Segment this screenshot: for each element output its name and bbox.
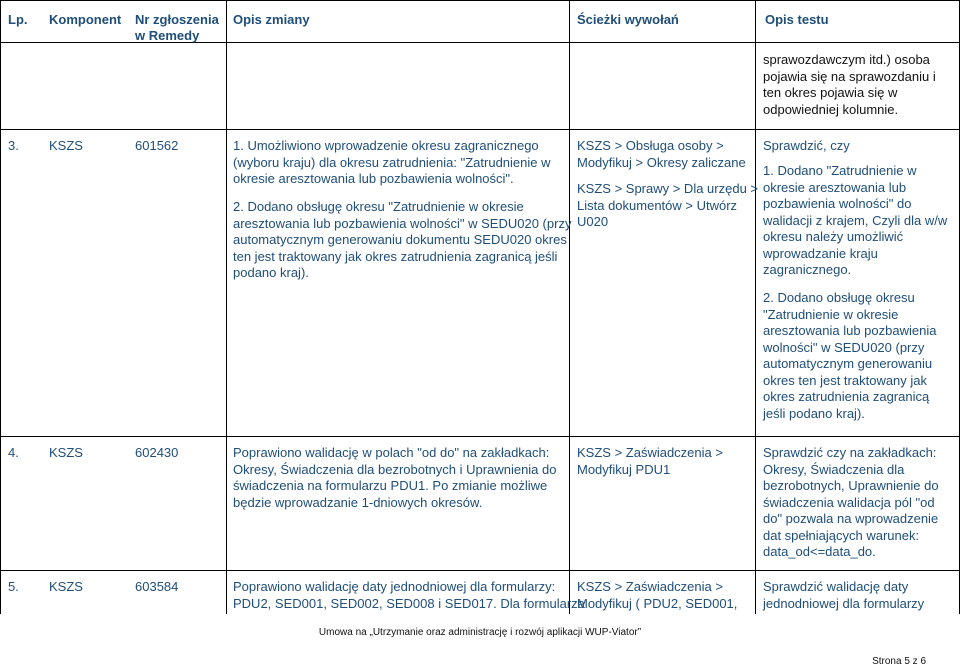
- header-komponent: Komponent: [49, 12, 122, 27]
- row-4-lp: 4.: [8, 445, 19, 460]
- row-3-opis-2: 2. Dodano obsługę okresu "Zatrudnienie w okresie aresztowania lub pozbawienia wolności" w SEDU020 (przy automatycznym generowaniu dokumentu SEDU020 okres ten jest traktowany jak okres zatrudnienia zagranicą jeśli podano kraj).: [233, 199, 572, 280]
- table-column-divider: [755, 0, 756, 614]
- row-3-nr: 601562: [135, 138, 179, 153]
- table-column-divider: [569, 0, 570, 614]
- row-3-lp: 3.: [8, 138, 19, 153]
- header-lp: Lp.: [8, 12, 28, 27]
- continued-test-text: sprawozdawczym itd.) osoba pojawia się na sprawozdaniu i ten okres pojawia się w odpowiedniej kolumnie.: [763, 52, 936, 117]
- header-opis-testu: Opis testu: [765, 12, 829, 27]
- row-3-sciezka-1: KSZS > Obsługa osoby > Modyfikuj > Okresy zaliczane: [577, 138, 746, 170]
- row-4-sciezka: KSZS > Zaświadczenia > Modyfikuj PDU1: [577, 445, 723, 477]
- row-4-nr: 602430: [135, 445, 179, 460]
- header-sciezki-wywolan: Ścieżki wywołań: [577, 12, 679, 27]
- table-row-divider: [0, 570, 960, 571]
- row-5-opis: Poprawiono walidację daty jednodniowej dla formularzy: PDU2, SED001, SED002, SED008 i SED017. Dla formularza: [233, 579, 585, 611]
- row-4-komponent: KSZS: [49, 445, 83, 460]
- page-number: Strona 5 z 6: [872, 656, 926, 667]
- row-3-komponent: KSZS: [49, 138, 83, 153]
- row-3-opis: 1. Umożliwiono wprowadzenie okresu zagranicznego (wyboru kraju) dla okresu zatrudnienia: "Zatrudnienie w okresie aresztowania lub pozbawienia wolności".: [233, 138, 551, 186]
- table-border-top: [0, 0, 960, 1]
- table-column-divider: [0, 0, 1, 614]
- row-3-sciezka-2: KSZS > Sprawy > Dla urzędu > Lista dokumentów > Utwórz U020: [577, 181, 759, 229]
- row-3-test-2: 1. Dodano "Zatrudnienie w okresie aresztowania lub pozbawienia wolności" do walidacji z krajem, Czyli dla w/w okresu należy umożliwić wprowadzanie kraju zagranicznego.: [763, 163, 948, 277]
- table-column-divider: [226, 0, 227, 614]
- table-row-divider: [0, 436, 960, 437]
- row-4-opis: Poprawiono walidację w polach "od do" na zakładkach: Okresy, Świadczenia dla bezrobotnych i Uprawnienia do świadczenia na formularzu PDU1. Po zmianie możliwe będzie wprowadzanie 1-dniowych okresów.: [233, 445, 557, 510]
- row-5-lp: 5.: [8, 579, 19, 594]
- table-row-divider: [0, 129, 960, 130]
- row-4-test: Sprawdzić czy na zakładkach: Okresy, Świadczenia dla bezrobotnych, Uprawnienie do świadczenia walidacja pól "od do" pozwala na wprowadzenie dat spełniających warunek: data_od<=data_do.: [763, 445, 939, 559]
- row-3-test-3: 2. Dodano obsługę okresu "Zatrudnienie w okresie aresztowania lub pozbawienia wolności" w SEDU020 (przy automatycznym generowaniu okres ten jest traktowany jak okres zatrudnienia zagranicą jeśli podano kraj).: [763, 290, 937, 421]
- row-5-nr: 603584: [135, 579, 179, 594]
- header-opis-zmiany: Opis zmiany: [233, 12, 310, 27]
- row-5-test: Sprawdzić walidację daty jednodniowej dla formularzy: [763, 579, 925, 611]
- row-3-test: Sprawdzić, czy: [763, 138, 850, 153]
- page-footer: Umowa na „Utrzymanie oraz administrację i rozwój aplikacji WUP-Viator”: [318, 627, 642, 638]
- row-5-komponent: KSZS: [49, 579, 83, 594]
- header-nr-zgloszenia: Nr zgłoszenia w Remedy: [135, 12, 219, 43]
- row-5-sciezka: KSZS > Zaświadczenia > Modyfikuj ( PDU2, SED001,: [577, 579, 738, 611]
